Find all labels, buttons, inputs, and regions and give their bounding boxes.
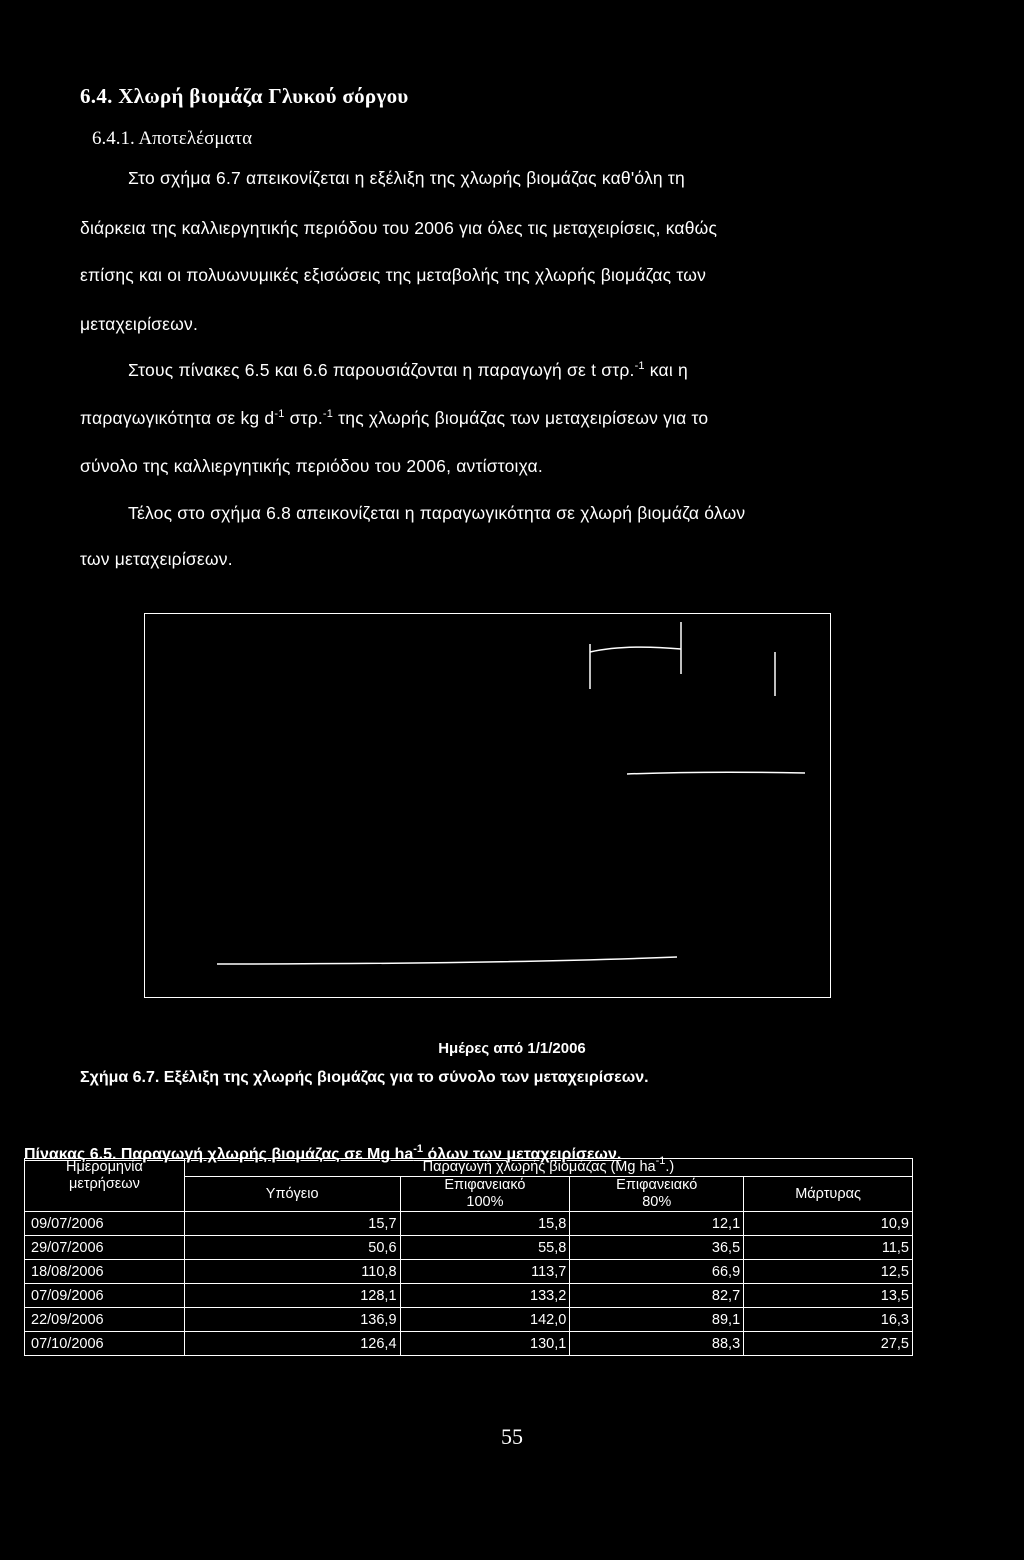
paragraph2-line2: παραγωγικότητα σε kg $d^{-1}$ στρ.$^{-1}$ της χλωρής βιομάζας των μεταχειρίσεων για το xyxy=(80,408,709,428)
cell-value: 15,7 xyxy=(184,1212,400,1236)
x-axis-label: Ημέρες από 1/1/2006 xyxy=(438,1040,586,1057)
cell-value: 15,8 xyxy=(400,1212,570,1236)
date-column-header: Ημερομηνία μετρήσεων xyxy=(25,1159,185,1212)
cell-value: 130,1 xyxy=(400,1332,570,1356)
paragraph1-line3: επίσης και οι πολυωνυμικές εξισώσεις της μεταβολής της χλωρής βιομάζας των xyxy=(80,265,707,285)
figure-graphic xyxy=(145,614,832,999)
cell-date: 22/09/2006 xyxy=(25,1308,185,1332)
table-row xyxy=(25,1284,913,1308)
subsection-heading: 6.4.1. Αποτελέσματα xyxy=(92,128,253,149)
cell-value: 36,5 xyxy=(570,1236,744,1260)
table-row xyxy=(25,1260,913,1284)
cell-date: 29/07/2006 xyxy=(25,1236,185,1260)
table-row xyxy=(25,1212,913,1236)
paragraph3-line2: των μεταχειρίσεων. xyxy=(80,549,233,569)
cell-date: 07/09/2006 xyxy=(25,1284,185,1308)
curve-fragment-middle xyxy=(627,772,805,774)
cell-value: 88,3 xyxy=(570,1332,744,1356)
section-heading: 6.4. Χλωρή βιομάζα Γλυκού σόργου xyxy=(80,84,409,108)
figure-6-7 xyxy=(144,613,831,998)
cell-value: 66,9 xyxy=(570,1260,744,1284)
cell-value: 89,1 xyxy=(570,1308,744,1332)
cell-value: 113,7 xyxy=(400,1260,570,1284)
paragraph1-line1: Στο σχήμα 6.7 απεικονίζεται η εξέλιξη της χλωρής βιομάζας καθ'όλη τη xyxy=(128,168,685,188)
paragraph2-line3: σύνολο της καλλιεργητικής περιόδου του 2006, αντίστοιχα. xyxy=(80,456,543,476)
cell-value: 12,1 xyxy=(570,1212,744,1236)
cell-value: 50,6 xyxy=(184,1236,400,1260)
paragraph2-line1: Στους πίνακες 6.5 και 6.6 παρουσιάζονται η παραγωγή σε t στρ.$^{-1}$ και η xyxy=(128,360,688,380)
production-table xyxy=(24,1155,913,1356)
production-group-header: Παραγωγή χλωρής βιομάζας (Mg $ha^{-1}$.) xyxy=(184,1159,912,1177)
cell-value: 27,5 xyxy=(744,1332,913,1356)
cell-value: 136,9 xyxy=(184,1308,400,1332)
col-header-surface-80: Επιφανειακό 80% xyxy=(570,1177,744,1212)
cell-value: 55,8 xyxy=(400,1236,570,1260)
paragraph1-line2: διάρκεια της καλλιεργητικής περιόδου του 2006 για όλες τις μεταχειρίσεις, καθώς xyxy=(80,218,718,238)
figure-caption: Σχήμα 6.7. Εξέλιξη της χλωρής βιομάζας για το σύνολο των μεταχειρίσεων. xyxy=(80,1069,649,1086)
paragraph1-line4: μεταχειρίσεων. xyxy=(80,314,199,334)
table-row xyxy=(25,1332,913,1356)
table-caption: Πίνακας 6.5. Παραγωγή χλωρής βιομάζας σε Mg $ha^{-1}$ όλων των μεταχειρίσεων. xyxy=(24,1143,622,1163)
cell-value: 126,4 xyxy=(184,1332,400,1356)
table-row xyxy=(25,1308,913,1332)
cell-value: 12,5 xyxy=(744,1260,913,1284)
table-row xyxy=(25,1236,913,1260)
cell-date: 07/10/2006 xyxy=(25,1332,185,1356)
curve-fragment-top xyxy=(590,647,681,652)
cell-value: 110,8 xyxy=(184,1260,400,1284)
page-number: 55 xyxy=(501,1424,523,1449)
col-header-control: Μάρτυρας xyxy=(744,1177,913,1212)
cell-value: 128,1 xyxy=(184,1284,400,1308)
cell-date: 09/07/2006 xyxy=(25,1212,185,1236)
col-header-surface-100: Επιφανειακό 100% xyxy=(400,1177,570,1212)
cell-date: 18/08/2006 xyxy=(25,1260,185,1284)
cell-value: 82,7 xyxy=(570,1284,744,1308)
cell-value: 142,0 xyxy=(400,1308,570,1332)
col-header-subsurface: Υπόγειο xyxy=(184,1177,400,1212)
cell-value: 133,2 xyxy=(400,1284,570,1308)
cell-value: 11,5 xyxy=(744,1236,913,1260)
cell-value: 10,9 xyxy=(744,1212,913,1236)
paragraph3-line1: Τέλος στο σχήμα 6.8 απεικονίζεται η παραγωγικότητα σε χλωρή βιομάζα όλων xyxy=(128,503,746,523)
table-header-row xyxy=(25,1159,913,1177)
curve-fragment-bottom xyxy=(217,957,677,964)
cell-value: 13,5 xyxy=(744,1284,913,1308)
cell-value: 16,3 xyxy=(744,1308,913,1332)
